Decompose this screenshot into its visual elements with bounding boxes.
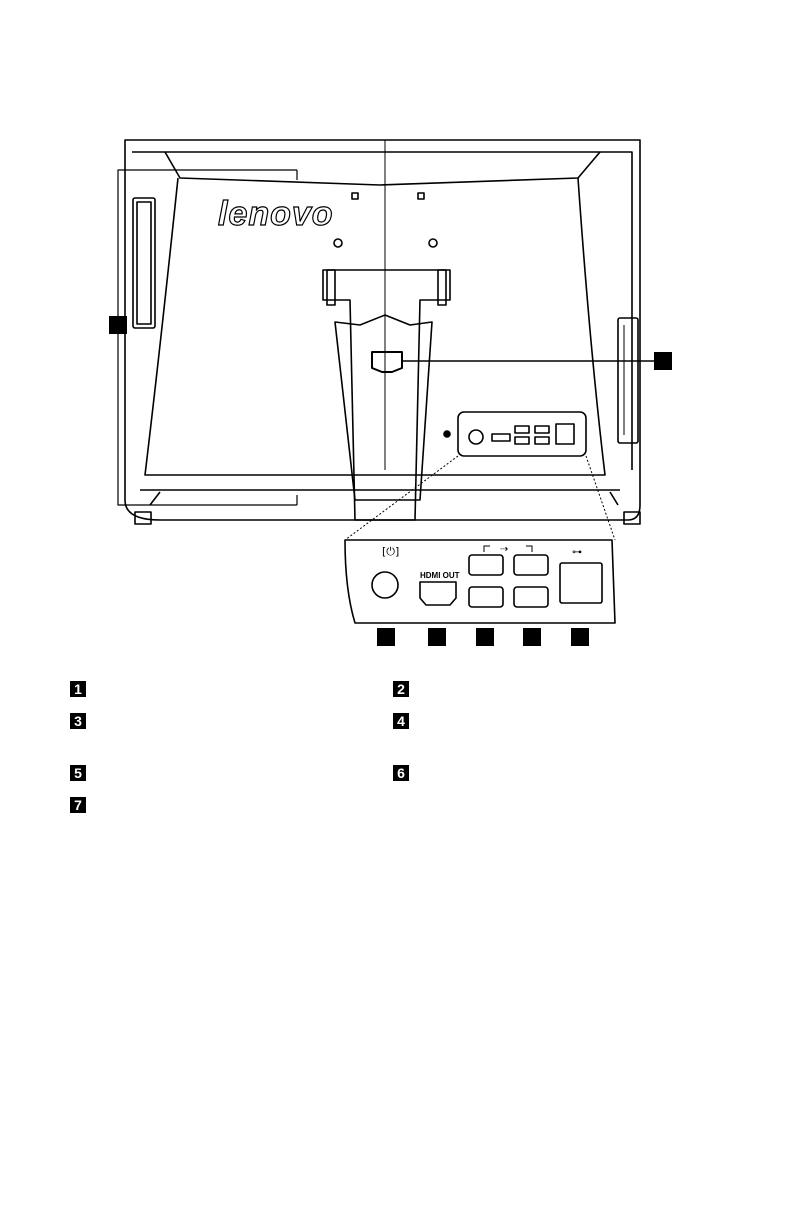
usb-port-1: [469, 555, 503, 575]
rear-port-panel: [458, 412, 586, 456]
callout-6-marker: [523, 628, 541, 646]
callout-5-marker: [476, 628, 494, 646]
callout-4-marker: [428, 628, 446, 646]
cable-hook: [372, 352, 402, 372]
usb-port-3: [514, 555, 548, 575]
usb-port-2: [469, 587, 503, 607]
legend-number-1: 1: [70, 681, 86, 697]
hdmi-label: HDMI OUT: [420, 571, 460, 580]
callout-1-marker: [109, 316, 127, 334]
ethernet-port: [560, 563, 602, 603]
monitor-body: [125, 140, 640, 520]
svg-text:[⏻]: [⏻]: [382, 545, 400, 558]
hdmi-port: [420, 582, 456, 605]
legend-number-6: 6: [393, 765, 409, 781]
callout-7-marker: [571, 628, 589, 646]
lenovo-logo: lenovo: [218, 195, 334, 233]
legend-number-4: 4: [393, 713, 409, 729]
legend-number-2: 2: [393, 681, 409, 697]
callout-3-marker: [377, 628, 395, 646]
usb-port-4: [514, 587, 548, 607]
legend-number-7: 7: [70, 797, 86, 813]
legend-number-5: 5: [70, 765, 86, 781]
svg-text:⊶: ⊶: [572, 547, 582, 558]
power-connector: [372, 572, 398, 598]
side-panel: [618, 318, 638, 443]
stand: [323, 270, 450, 520]
legend-number-3: 3: [70, 713, 86, 729]
svg-text:⇢: ⇢: [500, 544, 509, 555]
callout-2-marker: [654, 352, 672, 370]
